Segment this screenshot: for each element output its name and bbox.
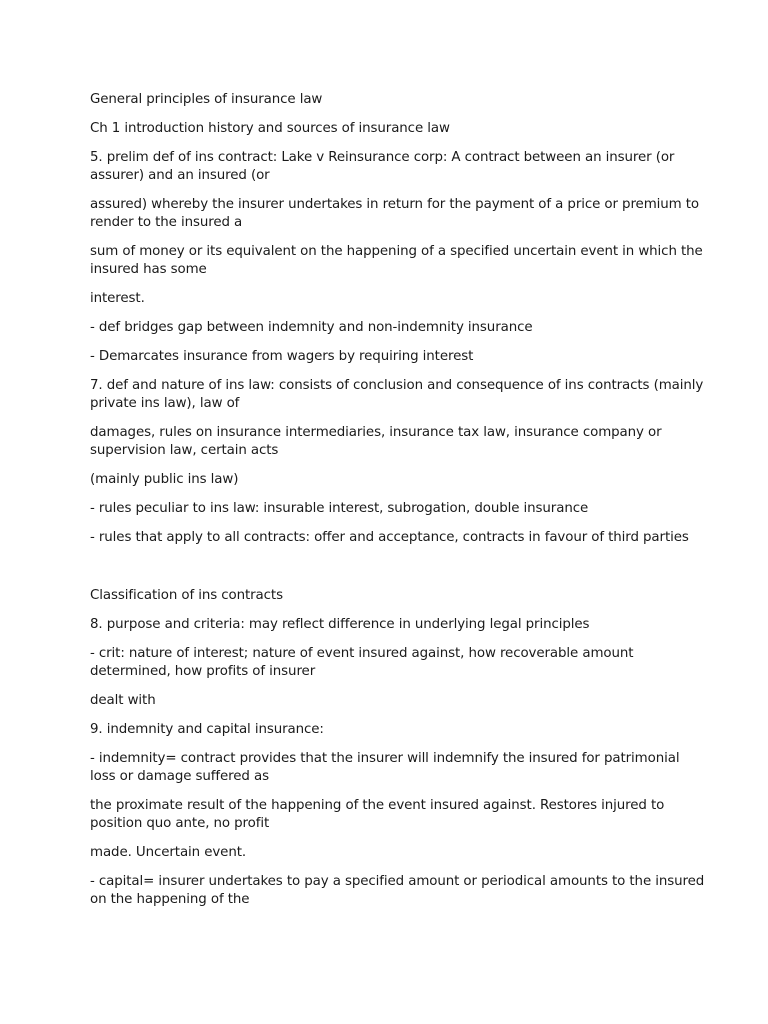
bullet-item: - indemnity= contract provides that the insurer will indemnify the insured for patrimonial loss or damage suffered as [90, 751, 680, 784]
section-heading: Classification of ins contracts [90, 588, 283, 603]
paragraph: assured) whereby the insurer undertakes in return for the payment of a price or premium to render to the insured a [90, 197, 699, 230]
paragraph: dealt with [90, 693, 156, 708]
paragraph: interest. [90, 291, 145, 306]
bullet-item: - capital= insurer undertakes to pay a specified amount or periodical amounts to the insured on the happening of the [90, 874, 705, 907]
bullet-item: - rules peculiar to ins law: insurable interest, subrogation, double insurance [90, 501, 589, 516]
paragraph: 8. purpose and criteria: may reflect difference in underlying legal principles [90, 617, 590, 632]
bullet-item: - def bridges gap between indemnity and non-indemnity insurance [90, 320, 533, 335]
document-title: General principles of insurance law [90, 92, 323, 107]
paragraph: 9. indemnity and capital insurance: [90, 722, 324, 737]
paragraph: the proximate result of the happening of the event insured against. Restores injured to position quo ante, no profit [90, 798, 665, 831]
paragraph: sum of money or its equivalent on the happening of a specified uncertain event in which the insured has some [90, 244, 703, 277]
chapter-heading: Ch 1 introduction history and sources of insurance law [90, 121, 450, 136]
bullet-item: - crit: nature of interest; nature of event insured against, how recoverable amount determined, how profits of insurer [90, 646, 634, 679]
section-spacer [90, 558, 708, 587]
paragraph: (mainly public ins law) [90, 472, 239, 487]
paragraph: 5. prelim def of ins contract: Lake v Reinsurance corp: A contract between an insurer (or assurer) and an insured (or [90, 150, 675, 183]
paragraph: damages, rules on insurance intermediaries, insurance tax law, insurance company or supervision law, certain acts [90, 425, 662, 458]
bullet-item: - Demarcates insurance from wagers by requiring interest [90, 349, 474, 364]
paragraph: made. Uncertain event. [90, 845, 247, 860]
bullet-item: - rules that apply to all contracts: offer and acceptance, contracts in favour of third parties [90, 530, 689, 545]
paragraph: 7. def and nature of ins law: consists of conclusion and consequence of ins contracts (mainly private ins law), law of [90, 378, 704, 411]
